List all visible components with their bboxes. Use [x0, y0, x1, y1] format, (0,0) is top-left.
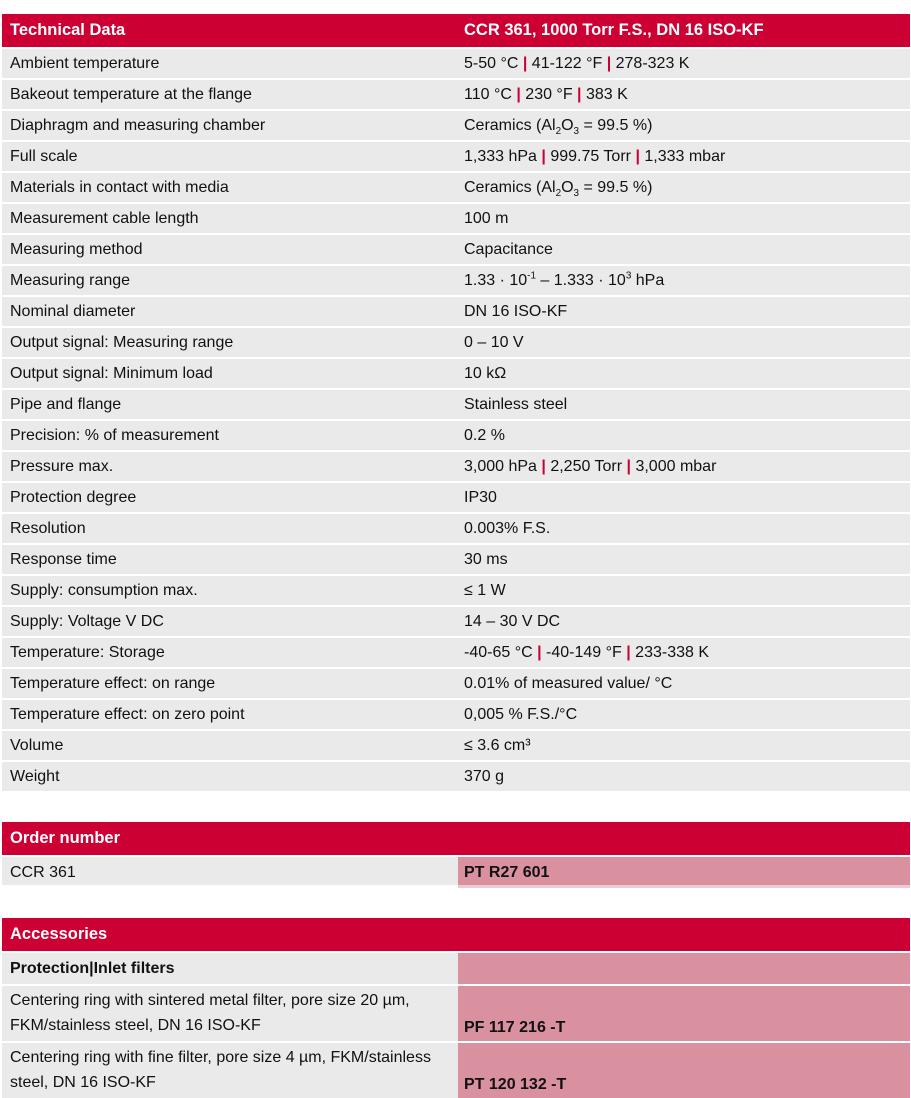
table-row — [2, 49, 910, 78]
spec-value: 370 g — [458, 762, 910, 791]
table-row — [2, 857, 910, 888]
table-row — [2, 545, 910, 574]
accessories-group-value-cell — [458, 953, 910, 984]
spec-label: Pipe and flange — [2, 390, 458, 419]
value-separator-pipe: | — [516, 86, 521, 103]
spec-label: Full scale — [2, 142, 458, 171]
spec-label: Measuring range — [2, 266, 458, 295]
order-table-title: Order number — [10, 829, 121, 847]
accessories-table-title: Accessories — [10, 925, 108, 943]
spec-value: 0.003% F.S. — [458, 514, 910, 543]
table-row — [2, 452, 910, 481]
table-row — [2, 297, 910, 326]
spec-value: 3,000 hPa | 2,250 Torr | 3,000 mbar — [458, 452, 910, 481]
accessories-table-body — [2, 986, 910, 1098]
accessory-part-number: PF 117 216 -T — [458, 986, 910, 1041]
spec-label: Bakeout temperature at the flange — [2, 80, 458, 109]
value-separator-pipe: | — [606, 55, 612, 72]
section-spacer — [2, 888, 910, 918]
spec-label: Temperature effect: on zero point — [2, 700, 458, 729]
table-row — [2, 173, 910, 202]
spec-value: $1.33 \cdot 10^{-1} - 1.333 \cdot 10^3$ hPa — [458, 266, 910, 295]
order-number-table — [2, 822, 910, 888]
spec-value: Stainless steel — [458, 390, 910, 419]
technical-table-header — [2, 14, 910, 47]
spec-value: Capacitance — [458, 235, 910, 264]
spec-label: Weight — [2, 762, 458, 791]
accessories-group-label: Protection|Inlet filters — [2, 953, 458, 984]
spec-label: Precision: % of measurement — [2, 421, 458, 450]
spec-label: Output signal: Measuring range — [2, 328, 458, 357]
spec-value: Ceramics ($Al_2O_3 = 99.5$ %) — [458, 111, 910, 140]
value-separator-pipe: | — [577, 86, 582, 103]
spec-label: Volume — [2, 731, 458, 760]
spec-label: Supply: Voltage V DC — [2, 607, 458, 636]
accessory-description: Centering ring with sintered metal filter, pore size 20 µm, FKM/stainless steel, DN 16 ISO-KF — [2, 986, 458, 1041]
table-row — [2, 204, 910, 233]
spec-value: Ceramics ($Al_2O_3 = 99.5$ %) — [458, 173, 910, 202]
accessories-table — [2, 918, 910, 1098]
value-separator-pipe: | — [537, 644, 542, 661]
spec-value: 0.2 % — [458, 421, 910, 450]
spec-value: IP30 — [458, 483, 910, 512]
accessories-table-header — [2, 918, 910, 951]
spec-value: ≤ 1 W — [458, 576, 910, 605]
spec-value: -40-65 °C | -40-149 °F | 233-338 K — [458, 638, 910, 667]
order-item-label: CCR 361 — [2, 857, 458, 888]
technical-table-title: Technical Data — [10, 21, 126, 39]
table-row — [2, 700, 910, 729]
table-row — [2, 669, 910, 698]
accessories-group-row — [2, 953, 910, 984]
table-row — [2, 390, 910, 419]
technical-table-product-name: CCR 361, 1000 Torr F.S., DN 16 ISO-KF — [464, 21, 764, 39]
section-spacer — [2, 793, 910, 822]
table-row — [2, 638, 910, 667]
order-part-number: PT R27 601 — [458, 857, 910, 888]
order-table-header — [2, 822, 910, 855]
spec-label: Temperature effect: on range — [2, 669, 458, 698]
table-row — [2, 235, 910, 264]
table-row — [2, 266, 910, 295]
spec-label: Measurement cable length — [2, 204, 458, 233]
spec-value: 0.01% of measured value/ °C — [458, 669, 910, 698]
spec-label: Materials in contact with media — [2, 173, 458, 202]
spec-value: 5-50 °C | 41-122 °F | 278-323 K — [458, 49, 910, 78]
spec-label: Response time — [2, 545, 458, 574]
table-row — [2, 359, 910, 388]
value-separator-pipe: | — [626, 458, 632, 475]
table-row — [2, 142, 910, 171]
spec-label: Protection degree — [2, 483, 458, 512]
spec-label: Diaphragm and measuring chamber — [2, 111, 458, 140]
spec-value: 10 kΩ — [458, 359, 910, 388]
spec-label: Ambient temperature — [2, 49, 458, 78]
table-row — [2, 483, 910, 512]
spec-value: ≤ 3.6 cm³ — [458, 731, 910, 760]
spec-value: 110 °C | 230 °F | 383 K — [458, 80, 910, 109]
value-separator-pipe: | — [522, 55, 528, 72]
spec-value: 30 ms — [458, 545, 910, 574]
spec-label: Pressure max. — [2, 452, 458, 481]
technical-data-table — [2, 14, 910, 791]
spec-label: Measuring method — [2, 235, 458, 264]
table-row — [2, 514, 910, 543]
table-row — [2, 111, 910, 140]
spec-value: 14 – 30 V DC — [458, 607, 910, 636]
technical-table-body — [2, 49, 910, 791]
accessory-part-number: PT 120 132 -T — [458, 1043, 910, 1098]
table-row — [2, 762, 910, 791]
spec-value: DN 16 ISO-KF — [458, 297, 910, 326]
spec-label: Output signal: Minimum load — [2, 359, 458, 388]
value-separator-pipe: | — [541, 458, 546, 475]
spec-label: Resolution — [2, 514, 458, 543]
spec-label: Nominal diameter — [2, 297, 458, 326]
spec-value: 100 m — [458, 204, 910, 233]
table-row — [2, 328, 910, 357]
spec-label: Temperature: Storage — [2, 638, 458, 667]
order-table-body — [2, 857, 910, 888]
table-row — [2, 576, 910, 605]
accessory-description: Centering ring with fine filter, pore size 4 µm, FKM/stainless steel, DN 16 ISO-KF — [2, 1043, 458, 1098]
table-row — [2, 80, 910, 109]
spec-label: Supply: consumption max. — [2, 576, 458, 605]
table-row — [2, 731, 910, 760]
table-row — [2, 421, 910, 450]
spec-value: 1,333 hPa | 999.75 Torr | 1,333 mbar — [458, 142, 910, 171]
spec-value: 0 – 10 V — [458, 328, 910, 357]
value-separator-pipe: | — [635, 148, 640, 165]
value-separator-pipe: | — [626, 644, 631, 661]
value-separator-pipe: | — [541, 148, 546, 165]
table-row — [2, 607, 910, 636]
table-row — [2, 986, 910, 1041]
spec-value: 0,005 % F.S./°C — [458, 700, 910, 729]
